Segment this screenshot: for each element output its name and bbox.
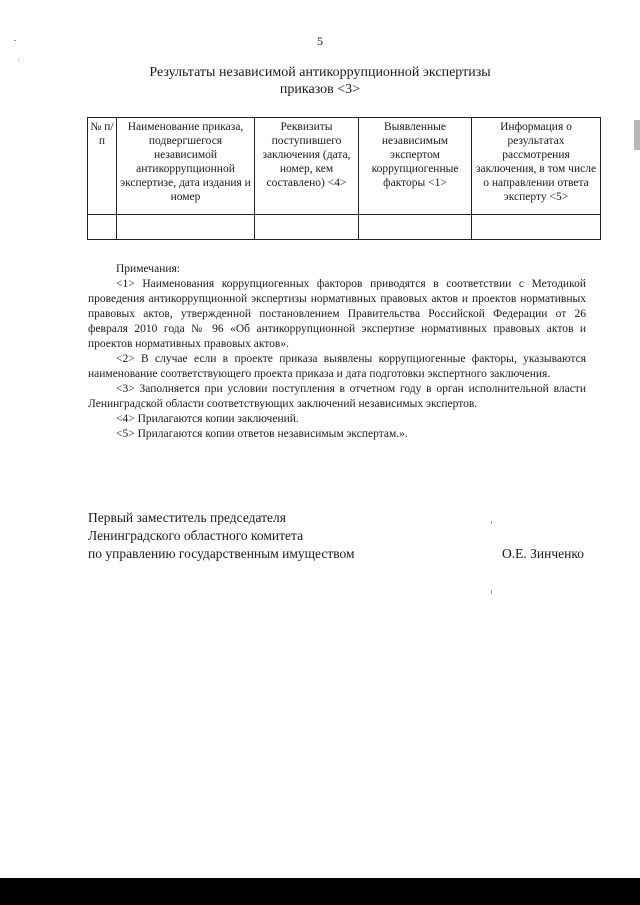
signature-position-line-3: по управлению государственным имуществом bbox=[88, 546, 355, 561]
table-cell bbox=[472, 215, 601, 240]
header-conclusion-details: Реквизиты поступившего заключения (дата, номер, кем составлено) <4> bbox=[255, 118, 359, 215]
scan-speck bbox=[491, 590, 492, 594]
title-line-2: приказов <3> bbox=[279, 82, 361, 97]
table-cell bbox=[117, 215, 255, 240]
document-title bbox=[100, 64, 540, 98]
signatory-name: О.Е. Зинченко bbox=[502, 546, 584, 561]
table-header-row bbox=[88, 118, 601, 215]
table-row bbox=[88, 215, 601, 240]
header-corruption-factors: Выявленные независимым экспертом коррупциогенные факторы <1> bbox=[359, 118, 472, 215]
results-table bbox=[87, 117, 601, 240]
note-item: <3> Заполняется при условии поступления в отчетном году в орган исполнительной власти Ленинградской области соответствующих заключений независимых экспертов. bbox=[88, 383, 586, 410]
scan-bottom-band bbox=[0, 878, 640, 905]
page-number: 5 bbox=[317, 34, 323, 48]
table-cell bbox=[255, 215, 359, 240]
table-cell bbox=[88, 215, 117, 240]
header-review-results: Информация о результатах рассмотрения заключения, в том числе о направлении ответа эксперту <5> bbox=[472, 118, 601, 215]
notes-section bbox=[88, 262, 586, 442]
note-item: <5> Прилагаются копии ответов независимым экспертам.». bbox=[116, 428, 408, 440]
header-number: № п/п bbox=[88, 118, 117, 215]
signature-position-line-2: Ленинградского областного комитета bbox=[88, 528, 304, 543]
header-order-name: Наименование приказа, подвергшегося независимой антикоррупционной экспертизе, дата издания и номер bbox=[117, 118, 255, 215]
scan-edge-shadow bbox=[634, 120, 640, 150]
note-item: <4> Прилагаются копии заключений. bbox=[116, 413, 299, 425]
scan-speck bbox=[18, 60, 19, 61]
note-item: <2> В случае если в проекте приказа выявлены коррупциогенные факторы, указываются наименование соответствующего проекта приказа и дата подготовки экспертного заключения. bbox=[88, 353, 586, 380]
signature-position-line-1: Первый заместитель председателя bbox=[88, 510, 286, 525]
note-item: <1> Наименования коррупциогенных факторов приводятся в соответствии с Методикой проведения антикоррупционной экспертизы нормативных правовых актов и проектов нормативных правовых актов, утвержденной постановлением Правительства Российской Федерации от 26 февраля 2010 года № 96 «Об антикоррупционной экспертизе нормативных правовых актов и проектов нормативных правовых актов». bbox=[88, 278, 586, 350]
scan-speck bbox=[491, 521, 492, 524]
title-line-1: Результаты независимой антикоррупционной экспертизы bbox=[149, 65, 491, 80]
signature-block bbox=[88, 509, 588, 563]
table-cell bbox=[359, 215, 472, 240]
notes-heading: Примечания: bbox=[116, 263, 180, 275]
scan-speck bbox=[14, 40, 16, 41]
